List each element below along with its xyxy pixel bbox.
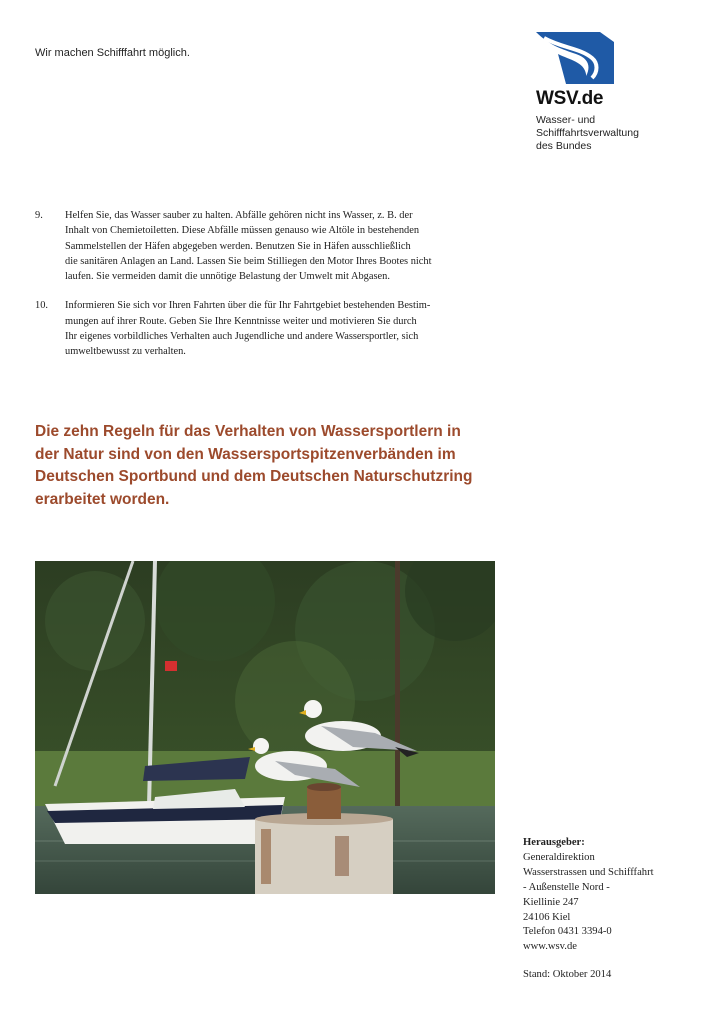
rule-text — [65, 208, 431, 284]
rule-line: Helfen Sie, das Wasser sauber zu halten. Abfälle gehören nicht ins Wasser, z. B. der — [65, 210, 413, 221]
publisher-heading: Herausgeber: — [523, 837, 585, 848]
agency-line: Wasser- und — [536, 114, 596, 126]
tagline: Wir machen Schifffahrt möglich. — [35, 47, 190, 59]
headline-line: Die zehn Regeln für das Verhalten von Wassersportlern in — [35, 423, 461, 440]
rule-item — [35, 298, 495, 359]
wsv-wave-logo-icon — [536, 32, 614, 84]
agency-line: des Bundes — [536, 140, 592, 152]
wsv-logo — [536, 32, 686, 153]
headline-line: Deutschen Sportbund und dem Deutschen Naturschutzring — [35, 468, 473, 485]
rule-text — [65, 298, 430, 359]
publisher-info — [523, 836, 713, 983]
rule-line: Informieren Sie sich vor Ihren Fahrten über die für Ihr Fahrtgebiet bestehenden Bestim- — [65, 300, 431, 312]
rule-item — [35, 208, 495, 284]
rule-line: umweltbewusst zu verhalten. — [65, 346, 186, 358]
publisher-line: Telefon 0431 3394-0 — [523, 926, 612, 938]
publication-date: Stand: Oktober 2014 — [523, 969, 612, 981]
website-link[interactable]: www.wsv.de — [523, 941, 577, 953]
publisher-line: 24106 Kiel — [523, 911, 571, 923]
headline-line: erarbeitet worden. — [35, 490, 170, 508]
publisher-line: - Außenstelle Nord - — [523, 881, 610, 893]
rule-line: mungen auf ihrer Route. Geben Sie Ihre Kenntnisse weiter und motivieren Sie durch — [65, 315, 417, 327]
agency-name — [536, 114, 686, 153]
rule-line: Ihr eigenes vorbildliches Verhalten auch Jugendliche und andere Wassersportler, sich — [65, 331, 419, 343]
seagulls-photo — [35, 561, 495, 894]
rules-list — [35, 208, 495, 374]
brand-name: WSV.de — [536, 88, 604, 109]
rule-line: laufen. Sie vermeiden damit die unnötige Belastung der Umwelt mit Abgasen. — [65, 271, 390, 283]
rule-number: 10. — [35, 300, 48, 312]
rule-line: Sammelstellen der Häfen abgegeben werden. Benutzen Sie in Häfen ausschließlich — [65, 240, 411, 252]
rule-line: Inhalt von Chemietoiletten. Diese Abfälle müssen genauso wie Altöle in bestehenden — [65, 225, 420, 237]
rule-line: die sanitären Anlagen an Land. Lassen Sie beim Stilliegen den Motor Ihres Bootes nicht — [65, 255, 432, 267]
publisher-line: Kiellinie 247 — [523, 896, 579, 908]
headline — [35, 421, 495, 511]
agency-line: Schifffahrtsverwaltung — [536, 127, 639, 139]
rule-number: 9. — [35, 210, 43, 221]
publisher-line: Generaldirektion — [523, 851, 595, 863]
publisher-line: Wasserstrassen und Schifffahrt — [523, 866, 654, 878]
headline-line: der Natur sind von den Wassersportspitzenverbänden im — [35, 445, 456, 463]
